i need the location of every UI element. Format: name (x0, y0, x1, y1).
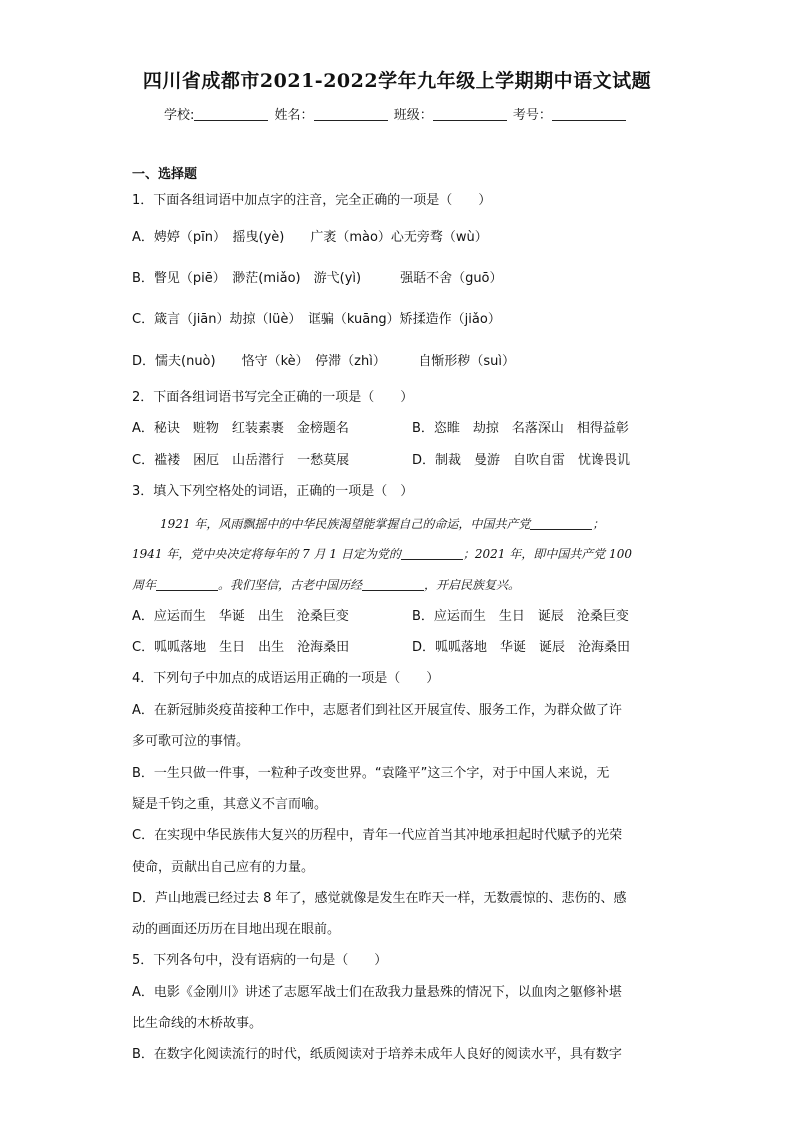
q5-option-a-line-1[interactable]: A．电影《金刚川》讲述了志愿军战士们在敌我力量悬殊的情况下，以血肉之躯修补堪 (132, 985, 622, 1000)
school-blank[interactable] (194, 106, 268, 121)
q3-stem: 3．填入下列空格处的词语，正确的一项是（ ） (132, 484, 414, 499)
number-blank[interactable] (552, 106, 626, 121)
q1-stem: 1．下面各组词语中加点字的注音，完全正确的一项是（ ） (132, 193, 492, 208)
q3-row-ab (132, 608, 629, 626)
q4-option-b-line-1[interactable]: B．一生只做一件事，一粒种子改变世界。“袁隆平”这三个字，对于中国人来说，无 (132, 766, 610, 781)
q3-option-a[interactable]: A．应运而生 华诞 出生 沧桑巨变 (132, 609, 349, 624)
section-heading: 一、选择题 (132, 167, 198, 182)
q3-option-d[interactable]: D．呱呱落地 华诞 诞辰 沧海桑田 (412, 640, 631, 655)
q2-option-c[interactable]: C．褴褛 困厄 山岳潜行 一愁莫展 (132, 453, 350, 468)
school-label: 学校: (164, 108, 195, 123)
exam-title: 四川省成都市2021-2022学年九年级上学期期中语文试题 (142, 70, 652, 92)
q5-stem: 5．下列各句中，没有语病的一句是（ ） (132, 953, 388, 968)
q2-option-d[interactable]: D．制裁 曼游 自吹自雷 忧谗畏讥 (412, 453, 631, 468)
q4-option-a-line-1[interactable]: A．在新冠肺炎疫苗接种工作中，志愿者们到社区开展宣传、服务工作，为群众做了许 (132, 703, 622, 718)
q2-row-cd (132, 452, 630, 470)
q4-option-a-line-2[interactable]: 多可歌可泣的事情。 (132, 734, 250, 749)
q3-passage-text-3b: 。我们坚信，古老中国历经 (218, 578, 363, 592)
q1-option-d[interactable]: D．懦夫(nuò) 恪守（kè） 停滞（zhì） 自惭形秽（suì） (132, 354, 515, 369)
q2-row-ab (132, 420, 629, 438)
q3-passage-line-2 (132, 545, 632, 563)
q4-option-b-line-2[interactable]: 疑是千钧之重，其意义不言而喻。 (132, 797, 328, 812)
q3-passage-text-2: 1941 年，党中央决定将每年的 7 月 1 日定为党的 (132, 547, 401, 561)
q4-option-d-line-2[interactable]: 动的画面还历历在目地出现在眼前。 (132, 922, 341, 937)
class-label: 班级： (393, 108, 433, 123)
q4-stem: 4．下列句子中加点的成语运用正确的一项是（ ） (132, 671, 440, 686)
name-blank[interactable] (314, 106, 388, 121)
q3-passage-text-2b: ；2021 年，即中国共产党 100 (462, 547, 632, 561)
student-info-line (164, 104, 628, 123)
class-blank[interactable] (433, 106, 507, 121)
q2-stem: 2．下面各组词语书写完全正确的一项是（ ） (132, 390, 414, 405)
q2-option-a[interactable]: A．秘诀 赃物 红装素裹 金榜题名 (132, 421, 349, 436)
q3-passage-text-1: 1921 年，风雨飘摇中的中华民族渴望能掌握自己的命运，中国共产党 (160, 517, 531, 531)
q1-option-a[interactable]: A．娉婷（pīn） 摇曳(yè) 广袤（mào）心无旁骛（wù） (132, 230, 488, 245)
q3-option-b[interactable]: B．应运而生 生日 诞辰 沧桑巨变 (412, 609, 629, 624)
q3-passage-text-3c: ，开启民族复兴。 (424, 578, 521, 592)
q3-blank-3[interactable] (156, 578, 218, 591)
q5-option-a-line-2[interactable]: 比生命线的木桥故事。 (132, 1016, 263, 1031)
q3-blank-2[interactable] (401, 547, 463, 560)
q3-blank-4[interactable] (362, 578, 424, 591)
number-label: 考号： (512, 108, 552, 123)
q4-option-d-line-1[interactable]: D．芦山地震已经过去 8 年了，感觉就像是发生在昨天一样，无数震惊的、悲伤的、感 (132, 891, 627, 906)
q3-passage-end-1: ； (592, 517, 605, 531)
q1-option-c[interactable]: C．箴言（jiān）劫掠（lüè） 诓骗（kuāng）矫揉造作（jiǎo） (132, 312, 501, 327)
q1-option-b[interactable]: B．瞥见（piē） 渺茫(miǎo) 游弋(yì) 强聒不舍（guō） (132, 271, 503, 286)
q4-option-c-line-2[interactable]: 使命，贡献出自己应有的力量。 (132, 860, 315, 875)
q5-option-b-line-1[interactable]: B．在数字化阅读流行的时代，纸质阅读对于培养未成年人良好的阅读水平，具有数字 (132, 1047, 622, 1062)
name-label: 姓名： (274, 108, 314, 123)
q3-row-cd (132, 639, 630, 657)
q3-passage-text-3a: 周年 (132, 578, 157, 592)
q4-option-c-line-1[interactable]: C．在实现中华民族伟大复兴的历程中，青年一代应首当其冲地承担起时代赋予的光荣 (132, 828, 623, 843)
q3-option-c[interactable]: C．呱呱落地 生日 出生 沧海桑田 (132, 640, 350, 655)
q3-passage-line-3 (132, 576, 520, 594)
q3-passage-line-1 (160, 515, 604, 533)
q3-blank-1[interactable] (530, 517, 592, 530)
q2-option-b[interactable]: B．恣睢 劫掠 名落深山 相得益彰 (412, 421, 629, 436)
